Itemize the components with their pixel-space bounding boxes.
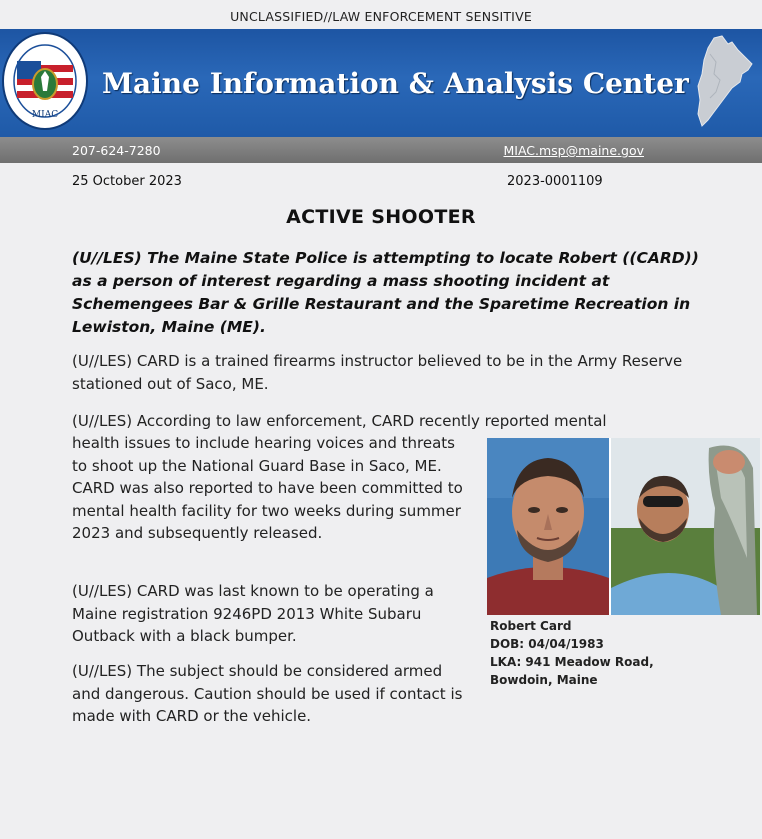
lead-paragraph: (U//LES) The Maine State Police is attempting to locate Robert ((CARD)) as a person of interest regarding a mass shooting incident at Schemengees Bar & Grille Restaurant and the Sparetime Recreation in Lewiston, Maine (ME). (72, 249, 699, 336)
caption-dob: DOB: 04/04/1983 (490, 637, 604, 651)
caption-name: Robert Card (490, 619, 572, 633)
caption-lka-line2: Bowdoin, Maine (490, 673, 598, 687)
paragraph-mental-health-line1: (U//LES) According to law enforcement, CARD recently reported mental (72, 412, 607, 430)
document-reference-number: 2023-0001109 (507, 174, 603, 189)
paragraph-training: (U//LES) CARD is a trained firearms instructor believed to be in the Army Reserve stationed out of Saco, ME. (72, 352, 683, 393)
maine-map-icon (692, 34, 754, 130)
paragraph-mental-health: health issues to include hearing voices and threats to shoot up the National Guard Base in Saco, ME. CARD was also reported to have been committed to mental health facility for two weeks during summer 2023 and subsequently released. (72, 434, 463, 542)
photo-caption (490, 617, 690, 689)
svg-text:MIAC: MIAC (31, 110, 59, 120)
suspect-photo-portrait (487, 438, 609, 615)
caption-lka-line1: LKA: 941 Meadow Road, (490, 655, 654, 669)
suspect-photo-outdoor (611, 438, 760, 615)
classification-marking: UNCLASSIFIED//LAW ENFORCEMENT SENSITIVE (230, 9, 532, 24)
phone-number: 207-624-7280 (72, 143, 161, 158)
document-date: 25 October 2023 (72, 174, 182, 189)
contact-bar (0, 137, 762, 163)
page-title: ACTIVE SHOOTER (286, 206, 476, 228)
paragraph-caution: (U//LES) The subject should be considered armed and dangerous. Caution should be used if contact is made with CARD or the vehicle. (72, 662, 463, 725)
banner-title: Maine Information & Analysis Center (102, 67, 689, 100)
email-link[interactable]: MIAC.msp@maine.gov (503, 143, 644, 158)
paragraph-vehicle: (U//LES) CARD was last known to be operating a Maine registration 9246PD 2013 White Subaru Outback with a black bumper. (72, 582, 434, 645)
miac-seal-icon (1, 31, 89, 131)
